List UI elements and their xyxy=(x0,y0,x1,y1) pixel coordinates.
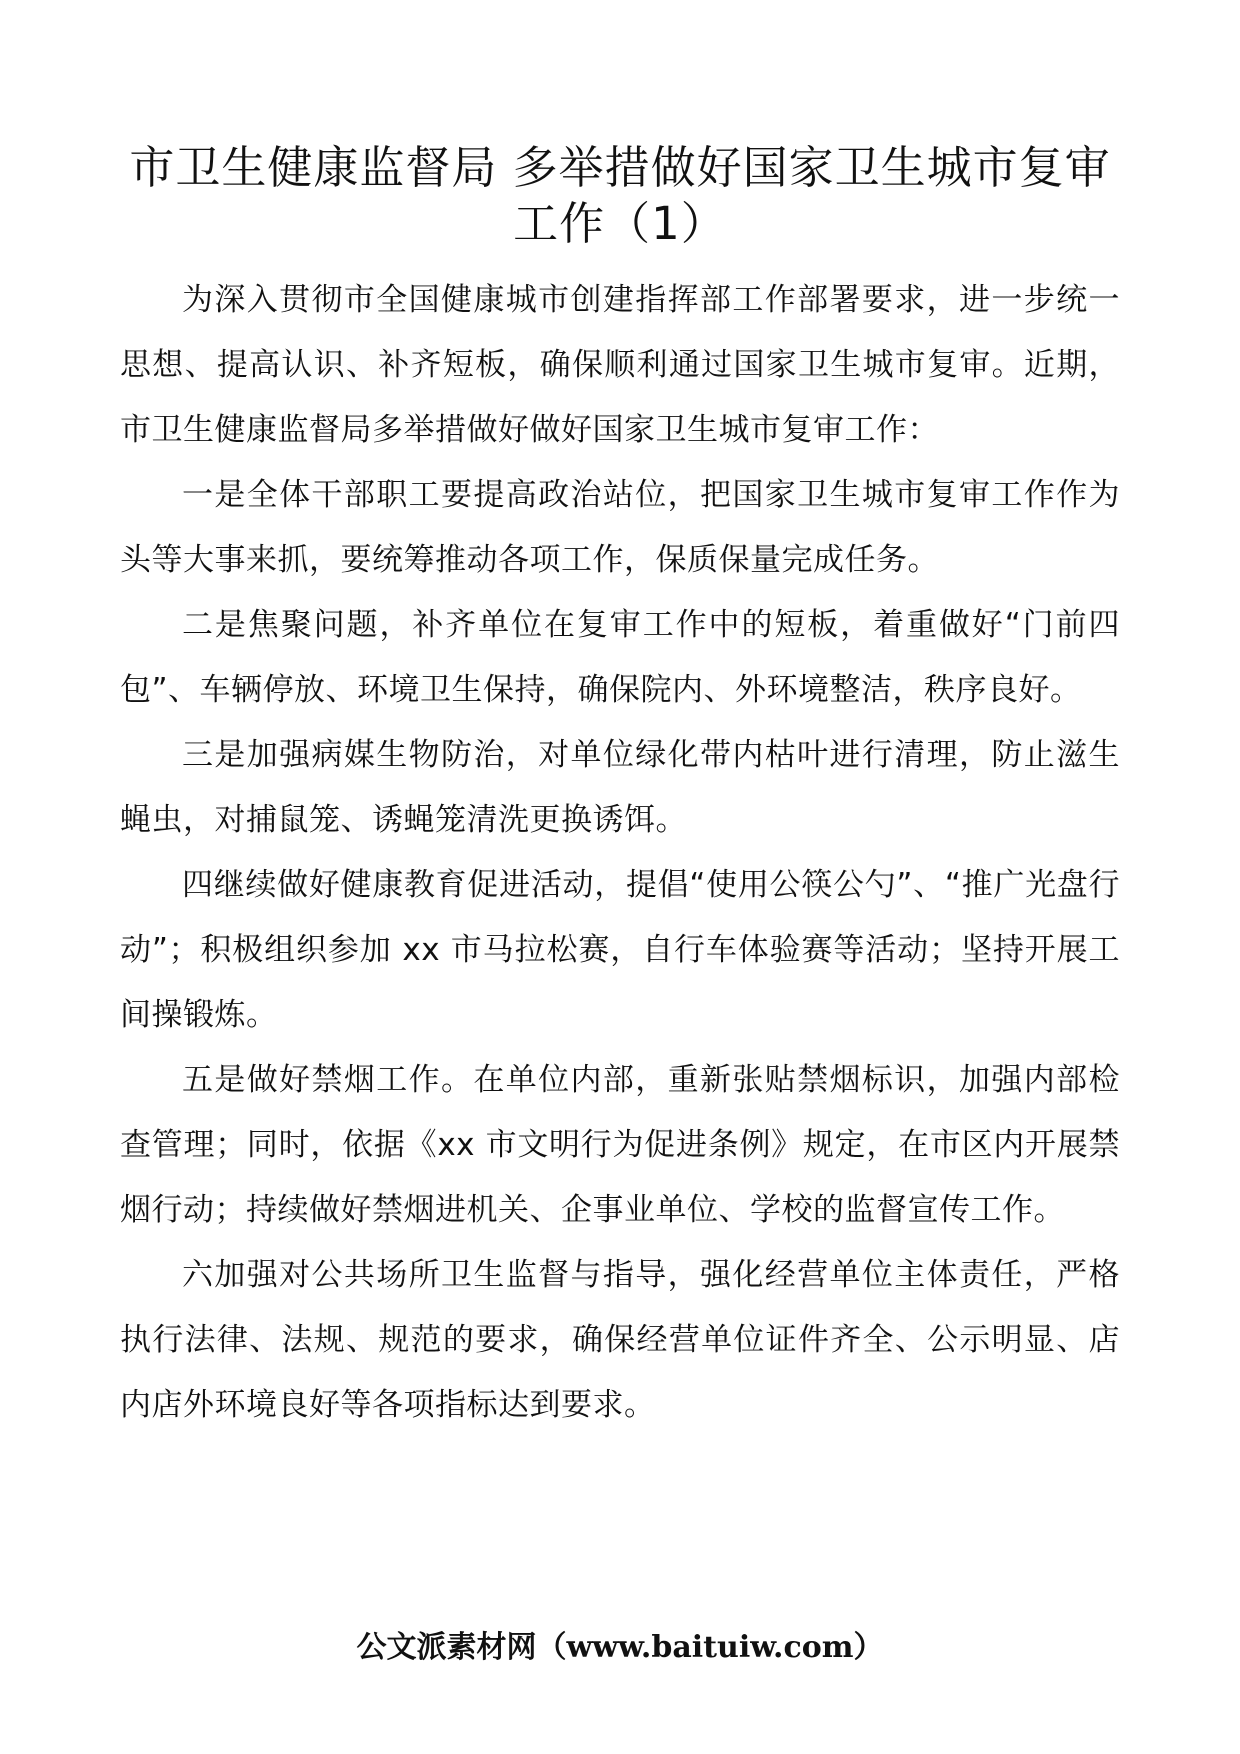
footer-source-text: 公文派素材网（www.baituiw.com） xyxy=(356,1630,884,1665)
document-title xyxy=(100,140,1140,252)
paragraph-item-5: 五是做好禁烟工作。在单位内部，重新张贴禁烟标识，加强内部检查管理；同时，依据《xx 市文明行为促进条例》规定，在市区内开展禁烟行动；持续做好禁烟进机关、企事业单位、学校的监督宣传工作。 xyxy=(120,1062,1120,1228)
title-line-2: 工作（1） xyxy=(513,197,727,250)
paragraph-item-4: 四继续做好健康教育促进活动，提倡“使用公筷公勺”、“推广光盘行动”；积极组织参加 xx 市马拉松赛，自行车体验赛等活动；坚持开展工间操锻炼。 xyxy=(120,867,1120,1033)
paragraph-item-6: 六加强对公共场所卫生监督与指导，强化经营单位主体责任，严格执行法律、法规、规范的要求，确保经营单位证件齐全、公示明显、店内店外环境良好等各项指标达到要求。 xyxy=(120,1257,1120,1423)
paragraph-item-2: 二是焦聚问题，补齐单位在复审工作中的短板，着重做好“门前四包”、车辆停放、环境卫生保持，确保院内、外环境整洁，秩序良好。 xyxy=(120,607,1120,708)
title-line-1: 市卫生健康监督局 多举措做好国家卫生城市复审 xyxy=(129,141,1111,194)
paragraph-intro: 为深入贯彻市全国健康城市创建指挥部工作部署要求，进一步统一思想、提高认识、补齐短板，确保顺利通过国家卫生城市复审。近期，市卫生健康监督局多举措做好做好国家卫生城市复审工作： xyxy=(120,282,1120,448)
paragraph-item-3: 三是加强病媒生物防治，对单位绿化带内枯叶进行清理，防止滋生蝇虫，对捕鼠笼、诱蝇笼清洗更换诱饵。 xyxy=(120,737,1120,838)
paragraph-item-1: 一是全体干部职工要提高政治站位，把国家卫生城市复审工作作为头等大事来抓，要统筹推动各项工作，保质保量完成任务。 xyxy=(120,477,1120,578)
document-body xyxy=(120,268,1120,1438)
